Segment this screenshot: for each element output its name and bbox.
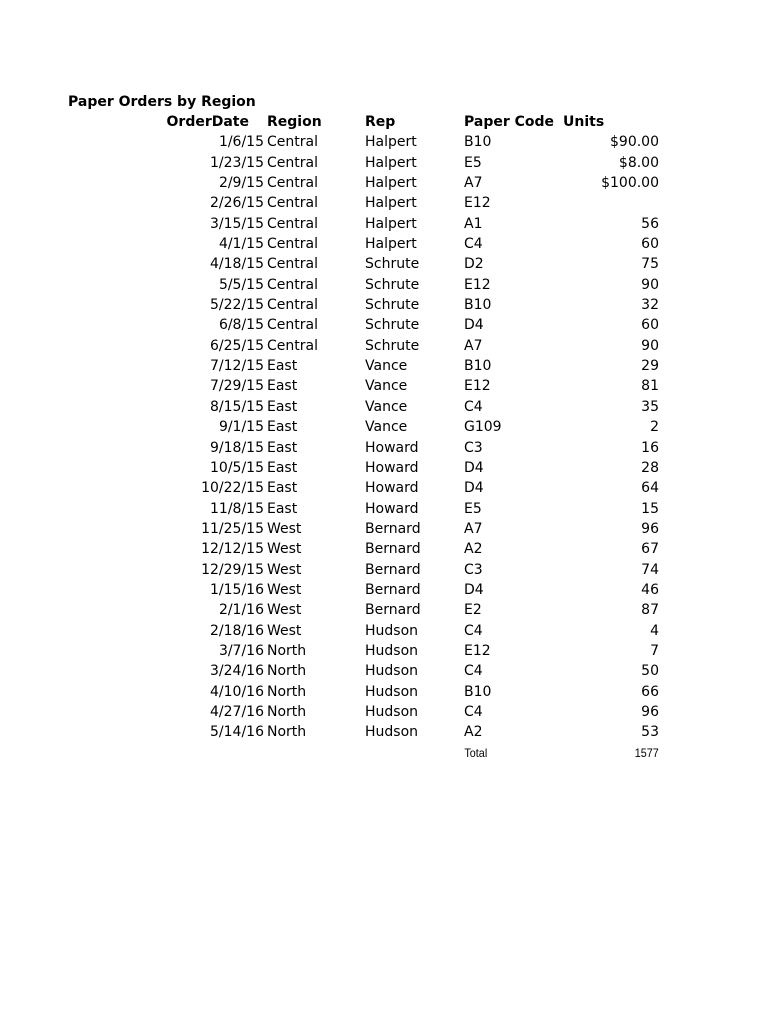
units-cell: 2 — [650, 419, 659, 436]
region-cell: West — [267, 520, 302, 537]
units-cell: 60 — [641, 317, 659, 334]
rep-cell: Howard — [365, 500, 419, 517]
region-cell: Central — [267, 337, 318, 354]
table-row — [0, 621, 768, 641]
units-cell: 75 — [641, 256, 659, 273]
units-cell: 96 — [641, 520, 659, 537]
paper-code-cell: D4 — [464, 317, 484, 334]
region-cell: Central — [267, 215, 318, 232]
order-date-cell: 2/18/16 — [210, 622, 264, 639]
paper-code-cell: C4 — [464, 622, 483, 639]
region-cell: East — [267, 480, 298, 497]
region-cell: North — [267, 683, 307, 700]
order-date-cell: 12/12/15 — [201, 541, 264, 558]
table-row — [0, 153, 768, 173]
region-cell: East — [267, 439, 298, 456]
table-row — [0, 580, 768, 600]
rep-cell: Halpert — [365, 154, 417, 171]
region-cell: Central — [267, 276, 318, 293]
units-cell: 32 — [641, 297, 659, 314]
order-date-cell: 2/26/15 — [210, 195, 264, 212]
region-cell: East — [267, 358, 298, 375]
rep-cell: Hudson — [365, 724, 419, 741]
region-cell: Central — [267, 236, 318, 253]
column-header-region: Region — [267, 114, 322, 130]
rep-cell: Vance — [365, 378, 408, 395]
column-header-units: Units — [563, 114, 605, 130]
table-body — [0, 132, 768, 742]
table-row — [0, 661, 768, 681]
order-date-cell: 5/5/15 — [218, 276, 264, 293]
region-cell: West — [267, 581, 302, 598]
rep-cell: Bernard — [365, 581, 421, 598]
order-date-cell: 6/8/15 — [218, 317, 264, 334]
region-cell: West — [267, 622, 302, 639]
units-cell: 50 — [641, 663, 659, 680]
units-cell: 16 — [641, 439, 659, 456]
order-date-cell: 1/6/15 — [218, 134, 264, 151]
paper-code-cell: E2 — [464, 602, 482, 619]
region-cell: North — [267, 642, 307, 659]
rep-cell: Howard — [365, 459, 419, 476]
units-cell: 56 — [641, 215, 659, 232]
paper-code-cell: B10 — [464, 683, 492, 700]
region-cell: East — [267, 378, 298, 395]
rep-cell: Bernard — [365, 520, 421, 537]
rep-cell: Schrute — [365, 317, 420, 334]
rep-cell: Hudson — [365, 683, 419, 700]
paper-code-cell: E12 — [464, 378, 491, 395]
region-cell: Central — [267, 195, 318, 212]
rep-cell: Schrute — [365, 256, 420, 273]
rep-cell: Halpert — [365, 175, 417, 192]
region-cell: Central — [267, 317, 318, 334]
paper-code-cell: C4 — [464, 398, 483, 415]
rep-cell: Halpert — [365, 215, 417, 232]
rep-cell: Hudson — [365, 642, 419, 659]
paper-code-cell: D4 — [464, 459, 484, 476]
paper-code-cell: D2 — [464, 256, 484, 273]
total-value: 1577 — [634, 745, 659, 760]
units-cell: 15 — [641, 500, 659, 517]
units-cell: 53 — [641, 724, 659, 741]
units-cell: $90.00 — [610, 134, 659, 151]
paper-code-cell: C3 — [464, 561, 483, 578]
region-cell: Central — [267, 134, 318, 151]
order-date-cell: 10/5/15 — [210, 459, 264, 476]
units-cell: 90 — [641, 276, 659, 293]
table-row — [0, 560, 768, 580]
column-header-order-date: OrderDate — [166, 114, 249, 130]
order-date-cell: 9/1/15 — [218, 419, 264, 436]
order-date-cell: 2/1/16 — [218, 602, 264, 619]
units-cell: 74 — [641, 561, 659, 578]
order-date-cell: 12/29/15 — [201, 561, 264, 578]
paper-code-cell: D4 — [464, 581, 484, 598]
region-cell: West — [267, 561, 302, 578]
order-date-cell: 7/29/15 — [210, 378, 264, 395]
rep-cell: Hudson — [365, 622, 419, 639]
table-row — [0, 275, 768, 295]
table-row — [0, 722, 768, 742]
units-cell: 28 — [641, 459, 659, 476]
page-title: Paper Orders by Region — [68, 94, 256, 110]
units-cell: 67 — [641, 541, 659, 558]
order-date-cell: 3/15/15 — [210, 215, 264, 232]
table-row — [0, 641, 768, 661]
paper-code-cell: A7 — [464, 175, 483, 192]
table-row — [0, 214, 768, 234]
rep-cell: Halpert — [365, 236, 417, 253]
table-row — [0, 397, 768, 417]
order-date-cell: 8/15/15 — [210, 398, 264, 415]
table-row — [0, 600, 768, 620]
table-row — [0, 519, 768, 539]
units-cell: 29 — [641, 358, 659, 375]
rep-cell: Schrute — [365, 337, 420, 354]
table-row — [0, 132, 768, 152]
table-row — [0, 682, 768, 702]
table-row — [0, 234, 768, 254]
units-cell: 87 — [641, 602, 659, 619]
paper-code-cell: E12 — [464, 195, 491, 212]
units-cell: 7 — [650, 642, 659, 659]
order-date-cell: 6/25/15 — [210, 337, 264, 354]
order-date-cell: 4/1/15 — [218, 236, 264, 253]
paper-code-cell: E12 — [464, 642, 491, 659]
order-date-cell: 7/12/15 — [210, 358, 264, 375]
table-row — [0, 417, 768, 437]
region-cell: East — [267, 500, 298, 517]
paper-code-cell: C4 — [464, 663, 483, 680]
order-date-cell: 11/25/15 — [201, 520, 264, 537]
table-row — [0, 499, 768, 519]
paper-code-cell: G109 — [464, 419, 502, 436]
region-cell: North — [267, 663, 307, 680]
table-row — [0, 702, 768, 722]
paper-code-cell: A7 — [464, 337, 483, 354]
paper-code-cell: B10 — [464, 297, 492, 314]
rep-cell: Bernard — [365, 561, 421, 578]
order-date-cell: 5/22/15 — [210, 297, 264, 314]
order-date-cell: 1/15/16 — [210, 581, 264, 598]
region-cell: Central — [267, 297, 318, 314]
region-cell: Central — [267, 175, 318, 192]
paper-code-cell: E5 — [464, 154, 482, 171]
units-cell: 46 — [641, 581, 659, 598]
region-cell: East — [267, 398, 298, 415]
table-row — [0, 438, 768, 458]
paper-code-cell: C4 — [464, 703, 483, 720]
region-cell: Central — [267, 154, 318, 171]
paper-code-cell: C4 — [464, 236, 483, 253]
paper-code-cell: A2 — [464, 541, 483, 558]
order-date-cell: 4/10/16 — [210, 683, 264, 700]
order-date-cell: 4/18/15 — [210, 256, 264, 273]
order-date-cell: 2/9/15 — [218, 175, 264, 192]
paper-code-cell: E12 — [464, 276, 491, 293]
table-row — [0, 478, 768, 498]
region-cell: East — [267, 459, 298, 476]
region-cell: North — [267, 724, 307, 741]
region-cell: West — [267, 602, 302, 619]
order-date-cell: 3/24/16 — [210, 663, 264, 680]
paper-code-cell: E5 — [464, 500, 482, 517]
order-date-cell: 5/14/16 — [210, 724, 264, 741]
order-date-cell: 3/7/16 — [218, 642, 264, 659]
table-row — [0, 173, 768, 193]
table-row — [0, 376, 768, 396]
order-date-cell: 9/18/15 — [210, 439, 264, 456]
region-cell: West — [267, 541, 302, 558]
table-row — [0, 356, 768, 376]
order-date-cell: 11/8/15 — [210, 500, 264, 517]
orders-table — [0, 112, 768, 763]
paper-code-cell: D4 — [464, 480, 484, 497]
paper-code-cell: A2 — [464, 724, 483, 741]
table-row — [0, 193, 768, 213]
rep-cell: Howard — [365, 480, 419, 497]
order-date-cell: 1/23/15 — [210, 154, 264, 171]
table-row — [0, 254, 768, 274]
paper-code-cell: B10 — [464, 358, 492, 375]
paper-code-cell: A1 — [464, 215, 483, 232]
units-cell: 4 — [650, 622, 659, 639]
rep-cell: Hudson — [365, 703, 419, 720]
total-row — [0, 743, 691, 763]
units-cell: 35 — [641, 398, 659, 415]
rep-cell: Howard — [365, 439, 419, 456]
units-cell: $8.00 — [618, 154, 659, 171]
rep-cell: Vance — [365, 419, 408, 436]
table-row — [0, 295, 768, 315]
table-header-row — [0, 112, 768, 132]
units-cell: 60 — [641, 236, 659, 253]
rep-cell: Schrute — [365, 297, 420, 314]
region-cell: North — [267, 703, 307, 720]
units-cell: 81 — [641, 378, 659, 395]
order-date-cell: 4/27/16 — [210, 703, 264, 720]
total-label: Total — [464, 745, 488, 760]
region-cell: Central — [267, 256, 318, 273]
region-cell: East — [267, 419, 298, 436]
units-cell: 90 — [641, 337, 659, 354]
rep-cell: Halpert — [365, 195, 417, 212]
rep-cell: Schrute — [365, 276, 420, 293]
paper-code-cell: B10 — [464, 134, 492, 151]
table-row — [0, 539, 768, 559]
units-cell: 64 — [641, 480, 659, 497]
units-cell: 66 — [641, 683, 659, 700]
rep-cell: Bernard — [365, 602, 421, 619]
paper-code-cell: A7 — [464, 520, 483, 537]
rep-cell: Hudson — [365, 663, 419, 680]
order-date-cell: 10/22/15 — [201, 480, 264, 497]
rep-cell: Vance — [365, 398, 408, 415]
rep-cell: Halpert — [365, 134, 417, 151]
table-row — [0, 315, 768, 335]
rep-cell: Vance — [365, 358, 408, 375]
units-cell: 96 — [641, 703, 659, 720]
rep-cell: Bernard — [365, 541, 421, 558]
units-cell: $100.00 — [601, 175, 659, 192]
table-row — [0, 458, 768, 478]
column-header-paper-code: Paper Code — [464, 114, 555, 130]
paper-code-cell: C3 — [464, 439, 483, 456]
column-header-rep: Rep — [365, 114, 396, 130]
table-row — [0, 336, 768, 356]
